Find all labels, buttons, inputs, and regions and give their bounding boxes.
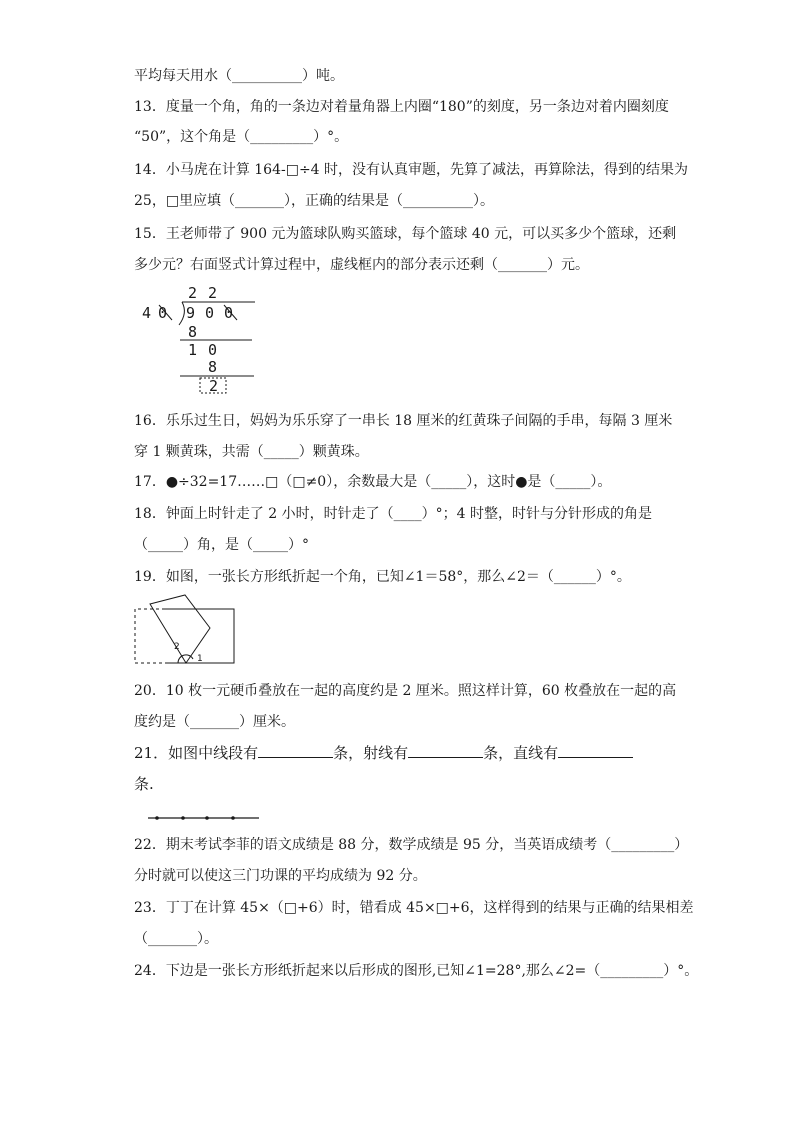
q21-blank-segments	[258, 743, 333, 758]
q21-blank-lines	[558, 743, 633, 758]
q21-part2: 条，射线有	[333, 744, 409, 762]
q21-part1: 21．如图中线段有	[134, 744, 259, 762]
quotient-digit-1: 2	[188, 284, 198, 302]
step1-value: 8	[188, 323, 198, 341]
q14-line2: 25，□里应填（_______），正确的结果是（__________）。	[134, 193, 495, 209]
q19-line: 19．如图，一张长方形纸折起一个角，已知∠1＝58°，那么∠2＝（______）°。	[134, 569, 631, 585]
q16-line1: 16．乐乐过生日，妈妈为乐乐穿了一串长 18 厘米的红黄珠子间隔的手串，每隔 3 厘米	[134, 413, 673, 429]
q20-line1: 20．10 枚一元硬币叠放在一起的高度约是 2 厘米。照这样计算，60 枚叠放在一起的高	[134, 683, 677, 699]
q23-line1: 23．丁丁在计算 45×（□+6）时，错看成 45×□+6，这样得到的结果与正确的结果相差	[134, 900, 694, 916]
step2-digit-1: 1	[188, 341, 198, 359]
q21-blank-rays	[408, 743, 483, 758]
q22-line2: 分时就可以使这三门功课的平均成绩为 92 分。	[134, 868, 427, 884]
q18-line2: （_____）角，是（_____）°	[134, 537, 309, 553]
divisor-digit-1: 4	[142, 304, 152, 322]
q18-line1: 18．钟面上时针走了 2 小时，时针走了（____）°；4 时整，时针与分针形成的角是	[134, 506, 652, 522]
q20-line2: 度约是（_______）厘米。	[134, 714, 295, 730]
folded-paper-figure	[130, 590, 240, 670]
point-1	[155, 816, 159, 820]
q15-line2: 多少元？右面竖式计算过程中，虚线框内的部分表示还剩（_______）元。	[134, 257, 589, 273]
q16-line2: 穿 1 颗黄珠，共需（_____）颗黄珠。	[134, 444, 369, 460]
rectangle-dashed-edge	[135, 609, 165, 663]
step3-value: 8	[208, 358, 218, 376]
step2-digit-2: 0	[208, 341, 218, 359]
q21-line2: 条.	[134, 775, 154, 793]
dividend-digit-2: 0	[205, 304, 215, 322]
q17-line: 17．●÷32=17……□（□≠0），余数最大是（_____），这时●是（_____）。	[134, 474, 612, 490]
dividend-digit-1: 9	[186, 304, 196, 322]
line-l0: 平均每天用水（__________）吨。	[134, 68, 344, 84]
q22-line1: 22．期末考试李菲的语文成绩是 88 分，数学成绩是 95 分，当英语成绩考（_________）	[134, 837, 689, 853]
remainder-value: 2	[209, 377, 219, 395]
q13-line1: 13．度量一个角，角的一条边对着量角器上内圈“180”的刻度，另一条边对着内圈刻度	[134, 99, 669, 115]
line-points-figure	[145, 812, 265, 824]
q15-line1: 15．王老师带了 900 元为篮球队购买篮球，每个篮球 40 元，可以买多少个篮球，还剩	[134, 226, 677, 242]
division-bracket	[179, 302, 184, 325]
q14-line1: 14．小马虎在计算 164-□÷4 时，没有认真审题，先算了减法，再算除法，得到的结果为	[134, 162, 689, 178]
point-2	[181, 816, 185, 820]
q24-line: 24．下边是一张长方形纸折起来以后形成的图形,已知∠1=28°,那么∠2=（_________）°。	[134, 963, 699, 979]
q13-line2: “50”，这个角是（_________）°。	[134, 129, 349, 145]
point-4	[231, 816, 235, 820]
folded-corner	[150, 595, 210, 663]
angle-2-label: 2	[174, 642, 180, 652]
q21-part3: 条，直线有	[483, 744, 559, 762]
q23-line2: （_______）。	[134, 931, 218, 947]
quotient-digit-2: 2	[208, 284, 218, 302]
point-3	[205, 816, 209, 820]
divisor-digit-2: 0	[158, 304, 168, 322]
angle-1-label: 1	[197, 654, 203, 664]
long-division-figure	[134, 282, 264, 397]
dividend-digit-3: 0	[224, 304, 234, 322]
q21-line1	[134, 742, 633, 764]
